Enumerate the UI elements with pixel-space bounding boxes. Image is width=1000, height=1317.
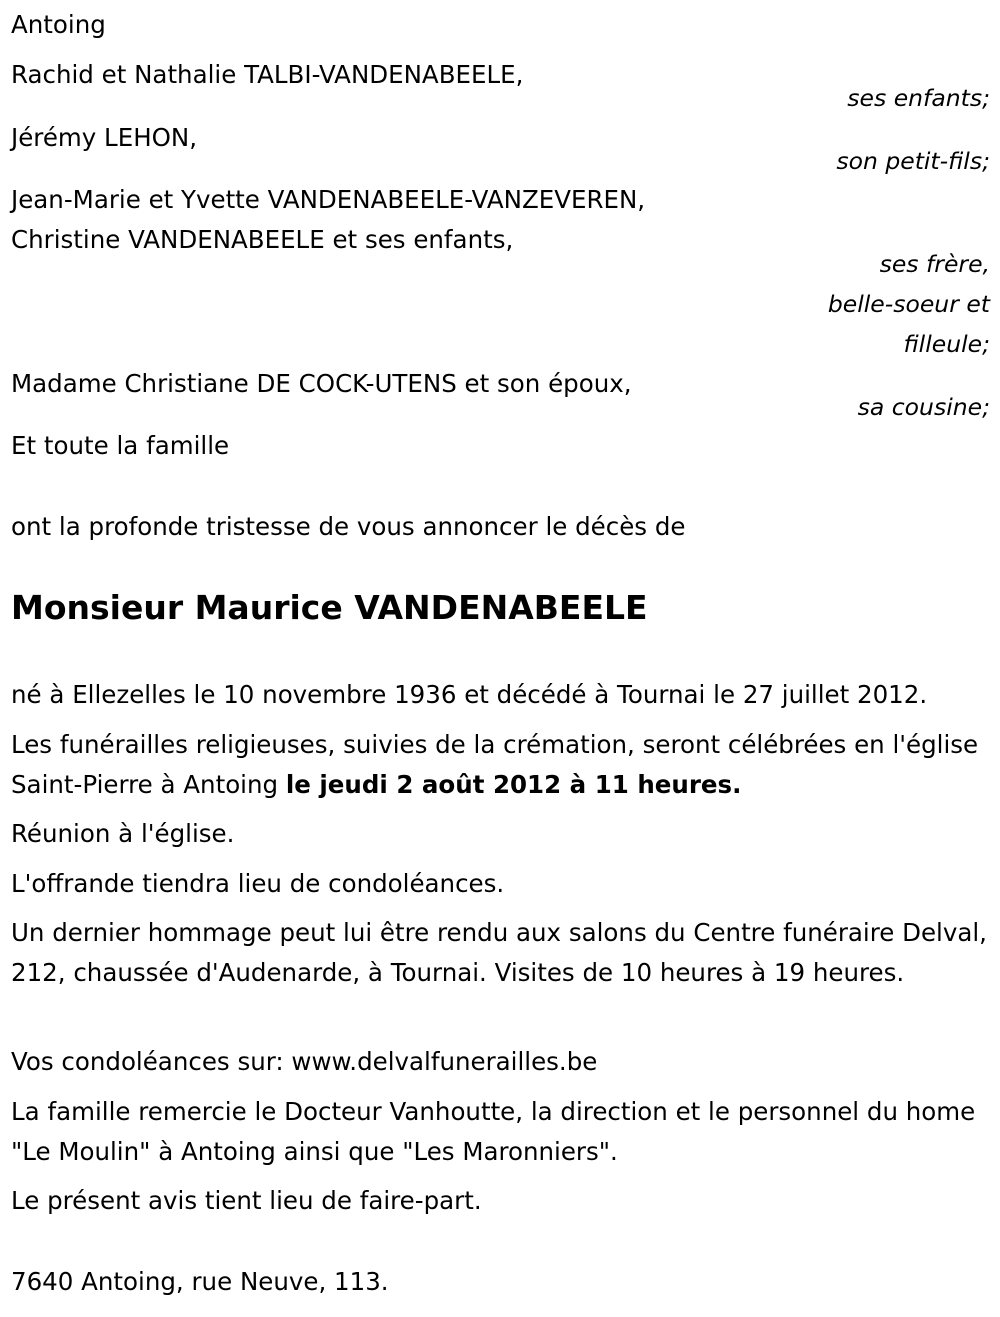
role-cousin: sa cousine;	[857, 393, 990, 421]
role-children: ses enfants;	[847, 84, 990, 112]
birth-death: né à Ellezelles le 10 novembre 1936 et décédé à Tournai le 27 juillet 2012.	[11, 680, 928, 709]
family-line-cousin: Madame Christiane DE COCK-UTENS et son époux,	[11, 369, 632, 398]
thanks: La famille remercie le Docteur Vanhoutte, la direction et le personnel du home "Le Moulin" à Antoing ainsi que "Les Maronniers".	[11, 1097, 976, 1166]
funeral-info	[11, 725, 991, 805]
notice: Le présent avis tient lieu de faire-part.	[11, 1186, 482, 1215]
role-grandson: son petit-fils;	[836, 147, 990, 175]
funeral-text: Les funérailles religieuses, suivies de la crémation, seront célébrées en l'église Saint-Pierre à Antoing	[11, 730, 979, 799]
family-line-children: Rachid et Nathalie TALBI-VANDENABEELE,	[11, 60, 524, 89]
family-line-goddaughter: Christine VANDENABEELE et ses enfants,	[11, 225, 514, 254]
role-siblings-1: ses frère,	[879, 250, 990, 278]
offering: L'offrande tiendra lieu de condoléances.	[11, 869, 505, 898]
address: 7640 Antoing, rue Neuve, 113.	[11, 1267, 389, 1296]
deceased-name: Monsieur Maurice VANDENABEELE	[11, 588, 648, 627]
homage: Un dernier hommage peut lui être rendu aux salons du Centre funéraire Delval, 212, chaussée d'Audenarde, à Tournai. Visites de 10 heures à 19 heures.	[11, 918, 987, 987]
header-city: Antoing	[11, 10, 106, 39]
funeral-date: le jeudi 2 août 2012 à 11 heures.	[285, 770, 742, 799]
family-line-grandson: Jérémy LEHON,	[11, 123, 198, 152]
role-siblings-2: belle-soeur et	[827, 290, 990, 318]
family-line-all: Et toute la famille	[11, 431, 230, 460]
family-line-siblings: Jean-Marie et Yvette VANDENABEELE-VANZEVEREN,	[11, 185, 646, 214]
meeting: Réunion à l'église.	[11, 819, 235, 848]
role-siblings-3: filleule;	[903, 330, 990, 358]
condolences: Vos condoléances sur: www.delvalfunerailles.be	[11, 1047, 598, 1076]
announcement: ont la profonde tristesse de vous annoncer le décès de	[11, 512, 686, 541]
